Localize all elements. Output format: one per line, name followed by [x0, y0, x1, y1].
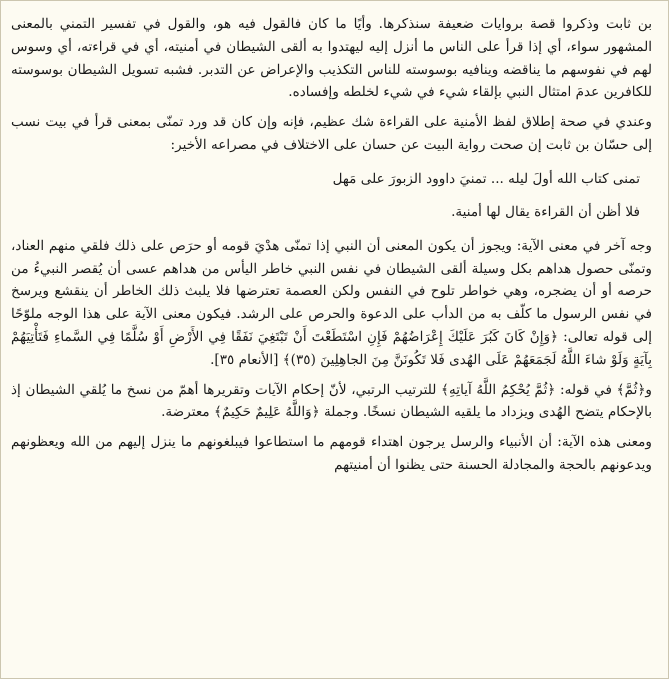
paragraph-5: ومعنى هذه الآية: أن الأنبياء والرسل يرجون اهتداء قومهم ما استطاعوا فيبلغونهم ما ينزل إليهم من الله ويعظونهم ويدعونهم بالحجة والمجادلة الحسنة حتى يظنوا أن أمنيتهم — [11, 434, 652, 473]
tafsir-text — [1, 1, 668, 477]
paragraph-4: و﴿ثُمَّ﴾ في قوله: ﴿ثُمَّ يُحْكِمُ اللَّهُ آياتِهِ﴾ للترتيب الرتبي، لأنّ إحكام الآيات وتقريرها أهمّ من نسخ ما يُلقي الشيطان إذ بالإحكام يتضح الهُدى ويزداد ما يلقيه الشيطان نسخًا. وجملة ﴿وَاللَّهُ عَلِيمٌ حَكِيمٌ﴾ معترضة. — [11, 381, 652, 421]
paragraph-note: فلا أظن أن القراءة يقال لها أمنية. — [451, 203, 640, 220]
poetry-verse: تمنى كتاب الله أولَ ليله ... تمنيَ داوود الزبورَ على مَهل — [332, 170, 640, 187]
paragraph-3: وجه آخر في معنى الآية: ويجوز أن يكون المعنى أن النبي إذا تمنّى هدْيَ قومه أو حرَص على ذلك فلقي منهم العناد، وتمنّى حصول هداهم بكل وسيلة ألقى الشيطان في نفس النبي خاطر اليأس من هداهم عسى أن يُقصر النبيءُ من حرصه أو أن يضجره، وهي خواطر تلوح في النفس ولكن العصمة تعترضها فلا يلبث ذلك الخاطر أن ينقشع ويرسخ في نفس الرسول ما كلّف به من الدأب على الدعوة والحرص على الرشد. فيكون معنى الآية على هذا الوجه ملوّحًا إلى قوله تعالى: ﴿وَإِنْ كَانَ كَبُرَ عَلَيْكَ إِعْرَاضُهُمْ فَإِنِ اسْتَطَعْتَ أَنْ تَبْتَغِيَ نَفَقًا فِي الأَرْضِ أَوْ سُلَّمًا فِي السَّماءِ فَتَأْتِيَهُمْ بِآيَةٍ وَلَوْ شاءَ اللَّهُ لَجَمَعَهُمْ عَلَى الهُدى فَلا تَكُونَنَّ مِنَ الجاهِلِينَ (٣٥)﴾ [الأنعام ٣٥]. — [11, 237, 652, 368]
paragraph-2: وعندي في صحة إطلاق لفظ الأمنية على القراءة شك عظيم، فإنه وإن كان قد ورد تمنّى بمعنى قرأ في بيت نسب إلى حسّان بن ثابت إن صحت رواية البيت عن حسان على الاختلاف في مصراعه الأخير: — [11, 114, 652, 153]
paragraph-1: بن ثابت وذكروا قصة بروايات ضعيفة سنذكرها. وأيًا ما كان فالقول فيه هو، والقول في تفسير التمني بالمعنى المشهور سواء، أي إذا قرأ على الناس ما أنزل إليه ليهتدوا به ألقى الشيطان في أمنيته، أي في قراءته، أي وسوس لهم في نفوسهم ما يناقضه وينافيه بوسوسته للناس التكذيب والإعراض عن التدبر. فشبه تسويل الشيطان بوسوسته للكافرين عدمَ امتثال النبي بإلقاء شيء في شيء لخلطه وإفساده. — [11, 16, 652, 101]
